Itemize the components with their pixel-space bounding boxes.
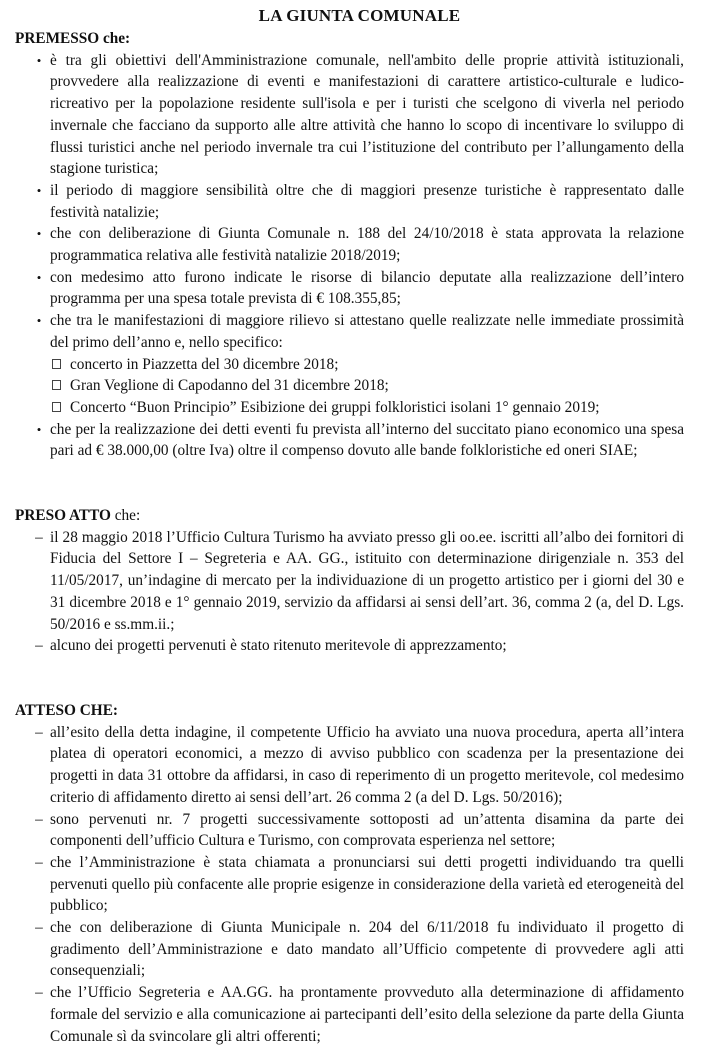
sub-list-item	[50, 397, 684, 419]
bullet-icon: •	[36, 182, 42, 198]
sub-list-item-text: Gran Veglione di Capodanno del 31 dicembre 2018;	[70, 377, 389, 395]
list-item-text: che l’Ufficio Segreteria e AA.GG. ha prontamente provveduto alla determinazione di affidamento formale del servizio e alla comunicazione ai partecipanti dell’esito della selezione da parte della Giunta Comunale sì da svincolare gli altri offerenti;	[50, 984, 684, 1045]
list-item-text: il 28 maggio 2018 l’Ufficio Cultura Turismo ha avviato presso gli oo.ee. iscritti all’albo dei fornitori di Fiducia del Settore I – Segreteria e AA. GG., istituito con determinazione dirigenziale n. 353 del 11/05/2017, un’indagine di mercato per la individuazione di un progetto artistico per i giorni del 30 e 31 dicembre 2018 e 1° gennaio 2019, servizio da affidarsi ai sensi dell’art. 36, comma 2 (a, del D. Lgs. 50/2016 e ss.mm.ii.;	[50, 528, 684, 633]
list-item-text: che tra le manifestazioni di maggiore rilievo si attestano quelle realizzate nelle immediate prossimità del primo dell’anno e, nello specifico:	[50, 312, 684, 351]
dash-icon: –	[35, 528, 43, 546]
dash-icon: –	[35, 853, 43, 871]
list-item	[15, 809, 684, 852]
list-item	[15, 223, 684, 266]
section-spacer	[15, 462, 684, 505]
section-list	[15, 527, 684, 657]
section-heading	[15, 700, 684, 722]
bullet-icon: •	[36, 269, 42, 285]
dash-icon: –	[35, 810, 43, 828]
list-item	[15, 419, 684, 462]
section-heading-label: PRESO ATTO	[15, 507, 111, 525]
dash-icon: –	[35, 919, 43, 937]
section-spacer	[15, 657, 684, 700]
list-item-text: che per la realizzazione dei detti eventi fu prevista all’interno del succitato piano economico una spesa pari ad € 38.000,00 (oltre Iva) oltre il compenso dovuto alle bande folkloristiche ed oneri SIAE;	[50, 420, 684, 460]
list-item	[15, 180, 684, 223]
document-body	[15, 28, 684, 1047]
list-item-text: con medesimo atto furono indicate le risorse di bilancio deputate alla realizzazione dell’intero programma per una spesa totale prevista di € 108.355,85;	[50, 268, 684, 308]
list-item-text: sono pervenuti nr. 7 progetti successivamente sottoposti ad un’attenta disamina da parte dei componenti dell’ufficio Cultura e Turismo, con comprovata esperienza nel settore;	[50, 810, 684, 850]
list-item	[15, 982, 684, 1047]
list-item	[15, 635, 684, 657]
list-item-text: che con deliberazione di Giunta Comunale n. 188 del 24/10/2018 è stata approvata la relazione programmatica relativa alle festività natalizie 2018/2019;	[50, 225, 684, 265]
bullet-icon: •	[36, 226, 42, 242]
section-preso-atto	[15, 505, 684, 657]
sub-list	[50, 354, 684, 419]
document-title: LA GIUNTA COMUNALE	[258, 6, 461, 25]
list-item-text: alcuno dei progetti pervenuti è stato ritenuto meritevole di apprezzamento;	[50, 637, 507, 655]
list-item	[15, 527, 684, 636]
section-atteso	[15, 700, 684, 1047]
list-item	[15, 310, 684, 419]
section-list	[15, 722, 684, 1047]
dash-icon: –	[35, 723, 43, 741]
sub-list-item-text: concerto in Piazzetta del 30 dicembre 2018;	[70, 355, 339, 373]
list-item-text: il periodo di maggiore sensibilità oltre che di maggiori presenze turistiche è rappresentato dalle festività natalizie;	[50, 181, 684, 221]
list-item	[15, 267, 684, 310]
sub-list-item-text: Concerto “Buon Principio” Esibizione dei gruppi folkloristici isolani 1° gennaio 2019;	[70, 398, 600, 416]
section-heading-suffix: che:	[110, 507, 141, 525]
checkbox-square-icon	[52, 359, 61, 369]
bullet-icon: •	[36, 52, 42, 68]
list-item	[15, 50, 684, 180]
list-item-text: è tra gli obiettivi dell'Amministrazione comunale, nell'ambito delle proprie attività istituzionali, provvedere alla realizzazione di eventi e manifestazioni di carattere artistico-culturale e ludico-ricreativo per la popolazione residente sull'isola e per i turisti che scelgono di viverla nel periodo invernale che facciano da supporto alle altre attività che hanno lo scopo di incentivare lo sviluppo di flussi turistici anche nel periodo invernale tra cui l’istituzione del contributo per l’allungamento della stagione turistica;	[50, 51, 684, 178]
list-item	[15, 852, 684, 917]
section-heading-label: PREMESSO che:	[15, 30, 131, 47]
section-list	[15, 50, 684, 462]
bullet-icon: •	[36, 421, 42, 437]
list-item-text: che l’Amministrazione è stata chiamata a pronunciarsi sui detti progetti individuando tra quelli pervenuti quello più confacente alle proprie esigenze in considerazione della varietà ed eterogeneità del pubblico;	[50, 853, 684, 915]
section-premesso	[15, 28, 684, 462]
list-item-text: all’esito della detta indagine, il competente Ufficio ha avviato una nuova procedura, aperta all’intera platea di operatori economici, a mezzo di avviso pubblico con scadenza per la presentazione dei progetti in data 31 ottobre da affidarsi, in caso di reperimento di un progetto meritevole, col medesimo criterio di affidamento diretto ai sensi dell’art. 26 comma 2 (a del D. Lgs. 50/2016);	[50, 723, 684, 806]
checkbox-square-icon	[52, 402, 61, 412]
list-item-text: che con deliberazione di Giunta Municipale n. 204 del 6/11/2018 fu individuato il progetto di gradimento dell’Amministrazione e dato mandato all’Ufficio competente di provvedere agli atti consequenziali;	[50, 919, 684, 980]
list-item	[15, 917, 684, 982]
section-heading	[15, 505, 684, 527]
sub-list-item	[50, 375, 684, 397]
section-heading-label: ATTESO CHE:	[15, 701, 118, 719]
bullet-icon: •	[36, 313, 42, 329]
dash-icon: –	[35, 637, 43, 655]
section-heading	[15, 28, 684, 50]
sub-list-item	[50, 354, 684, 376]
list-item	[15, 722, 684, 809]
dash-icon: –	[35, 984, 43, 1002]
checkbox-square-icon	[52, 380, 61, 390]
